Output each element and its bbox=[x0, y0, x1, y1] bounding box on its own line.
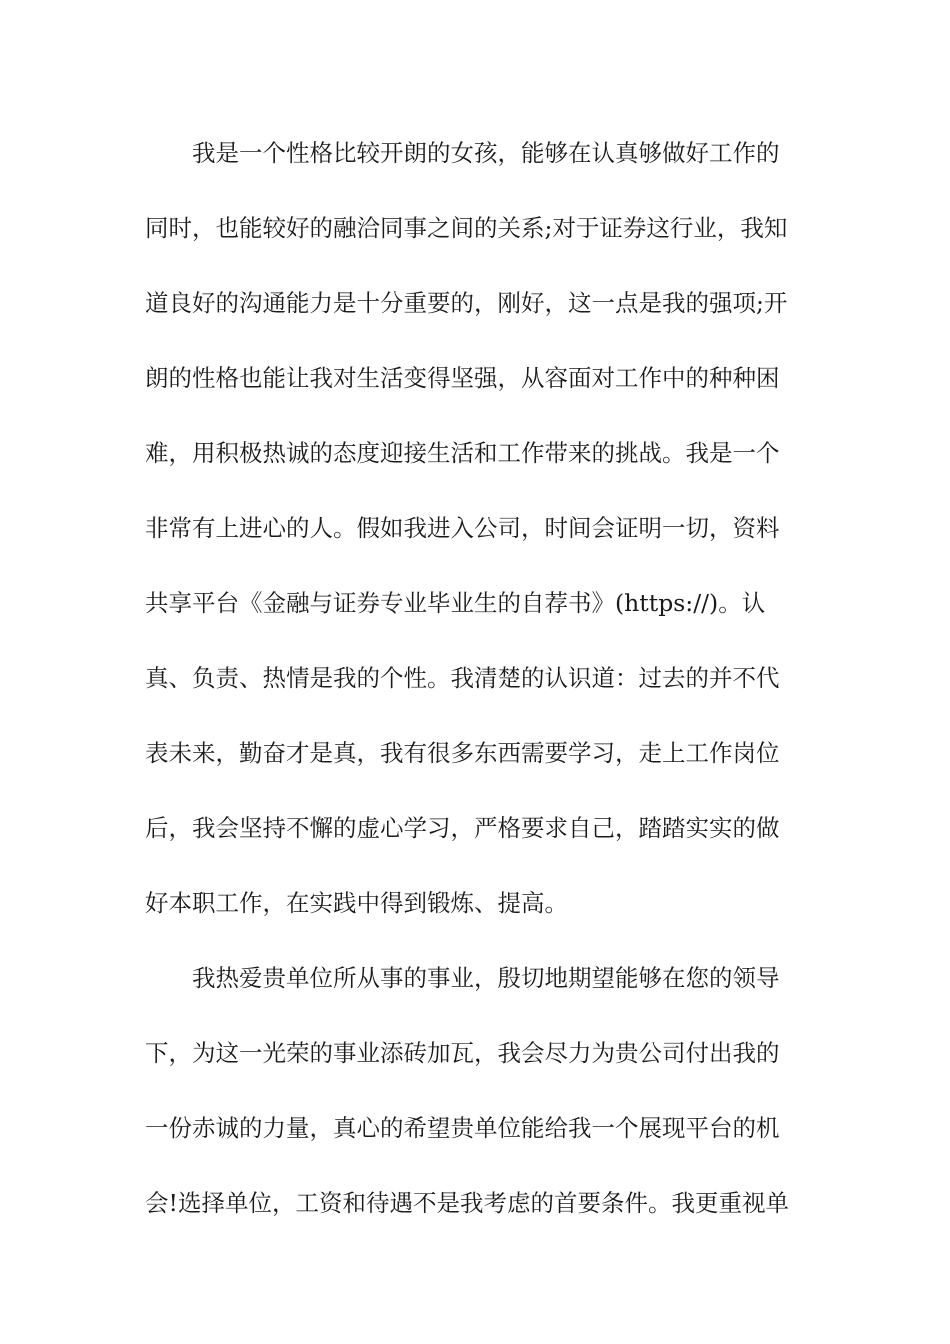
paragraph-line: 同时，也能较好的融洽同事之间的关系;对于证券这行业，我知 bbox=[145, 214, 788, 242]
paragraph-line: 我是一个性格比较开朗的女孩，能够在认真够做好工作的 bbox=[192, 139, 780, 167]
paragraph-line: 会!选择单位，工资和待遇不是我考虑的首要条件。我更重视单 bbox=[145, 1189, 789, 1217]
paragraph-line: 后，我会坚持不懈的虚心学习，严格要求自己，踏踏实实的做 bbox=[145, 814, 780, 842]
paragraph-line: 好本职工作，在实践中得到锻炼、提高。 bbox=[145, 889, 568, 917]
paragraph-line: 朗的性格也能让我对生活变得坚强，从容面对工作中的种种困 bbox=[145, 364, 780, 392]
paragraph-line: 共享平台《金融与证券专业毕业生的自荐书》(https://)。认 bbox=[145, 589, 766, 617]
paragraph-line: 真、负责、热情是我的个性。我清楚的认识道：过去的并不代 bbox=[145, 664, 780, 692]
document-body bbox=[145, 128, 810, 1253]
paragraph-line: 表未来，勤奋才是真，我有很多东西需要学习，走上工作岗位 bbox=[145, 739, 780, 767]
paragraph-2 bbox=[145, 953, 810, 1253]
paragraph-line: 道良好的沟通能力是十分重要的，刚好，这一点是我的强项;开 bbox=[145, 289, 788, 317]
paragraph-line: 我热爱贵单位所从事的事业，殷切地期望能够在您的领导 bbox=[192, 964, 780, 992]
paragraph-line: 一份赤诚的力量，真心的希望贵单位能给我一个展现平台的机 bbox=[145, 1114, 780, 1142]
paragraph-line: 难，用积极热诚的态度迎接生活和工作带来的挑战。我是一个 bbox=[145, 439, 780, 467]
paragraph-1 bbox=[145, 128, 810, 953]
paragraph-line: 下，为这一光荣的事业添砖加瓦，我会尽力为贵公司付出我的 bbox=[145, 1039, 780, 1067]
paragraph-line: 非常有上进心的人。假如我进入公司，时间会证明一切，资料 bbox=[145, 514, 780, 542]
